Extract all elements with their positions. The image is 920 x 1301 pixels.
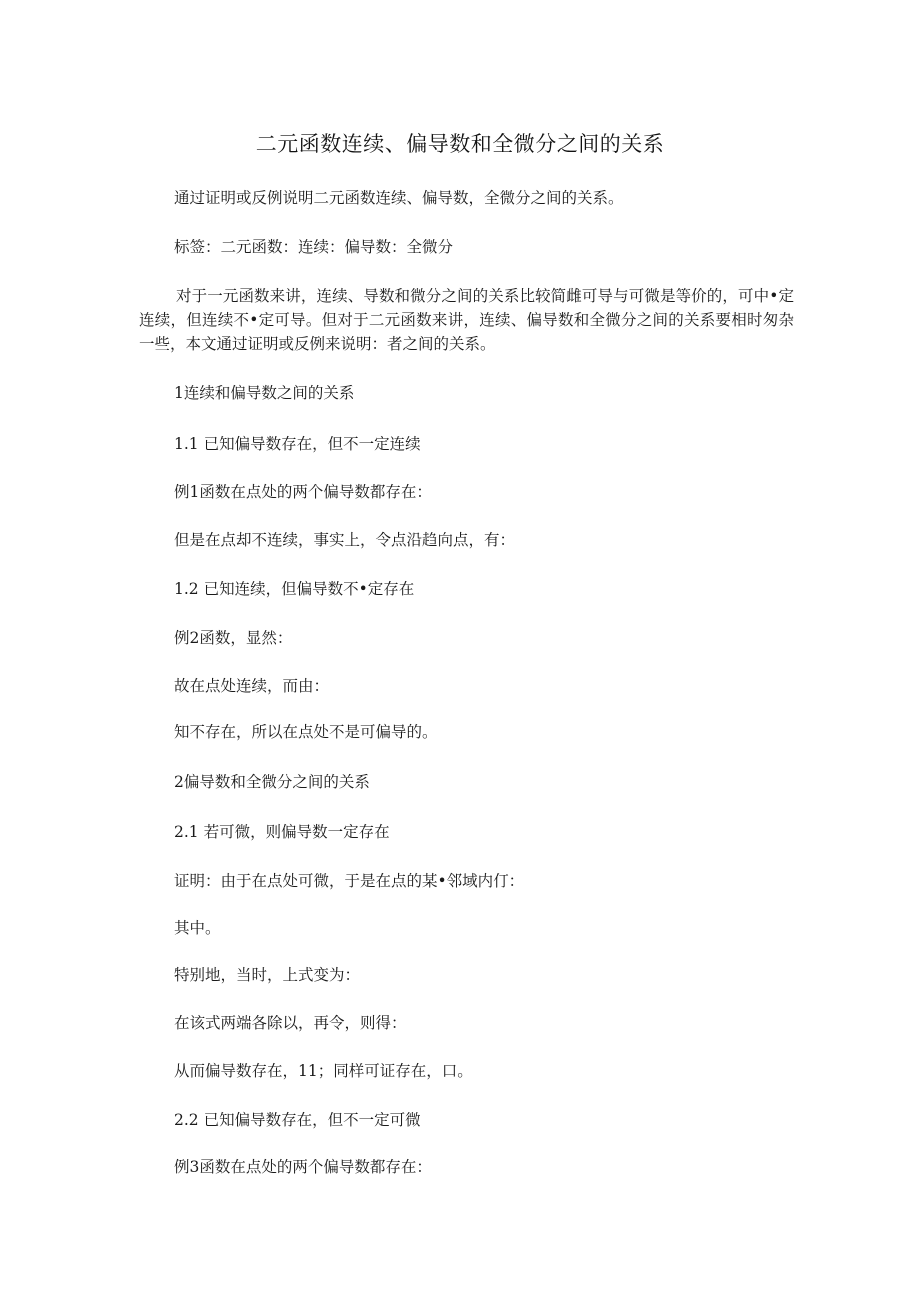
body-line: 从而偏导数存在，11；同样可证存在，口。	[174, 1062, 473, 1080]
body-line: 例2函数，显然：	[174, 629, 293, 647]
body-line: 故在点处连续，而由：	[174, 677, 330, 695]
section-heading-2: 2偏导数和全微分之间的关系	[174, 773, 370, 791]
section-heading-1: 1连续和偏导数之间的关系	[174, 384, 355, 402]
body-line: 但是在点却不连续，事实上，令点沿趋向点，有：	[174, 531, 516, 549]
abstract-text: 通过证明或反例说明二元函数连续、偏导数，全微分之间的关系。	[174, 189, 624, 207]
body-line: 证明：由于在点处可微，于是在点的某•邻域内仃：	[174, 872, 525, 890]
intro-paragraph: 对于一元函数来讲，连续、导数和微分之间的关系比较简雌可导与可微是等价的，可中•定连续，但连续不•定可导。但对于二元函数来讲，连续、偏导数和全微分之间的关系要相时匆杂一些，本文通过证明或反例来说明：者之间的关系。	[139, 287, 794, 353]
subsection-heading-2-1: 2.1 若可微，则偏导数一定存在	[174, 823, 390, 841]
subsection-heading-1-2: 1.2 已知连续，但偏导数不•定存在	[174, 580, 415, 598]
subsection-heading-1-1: 1.1 已知偏导数存在，但不一定连续	[174, 435, 421, 453]
document-title: 二元函数连续、偏导数和全微分之间的关系	[255, 132, 665, 156]
body-line: 知不存在，所以在点处不是可偏导的。	[174, 723, 438, 741]
subsection-heading-2-2: 2.2 已知偏导数存在，但不一定可微	[174, 1111, 421, 1129]
body-line: 在该式两端各除以，再令，则得：	[174, 1014, 407, 1032]
keywords-text: 标签：二元函数：连续：偏导数：全微分	[174, 238, 454, 256]
body-line: 特别地，当时，上式变为：	[174, 966, 361, 984]
body-line: 例1函数在点处的两个偏导数都存在：	[174, 483, 432, 501]
body-line: 例3函数在点处的两个偏导数都存在：	[174, 1158, 432, 1176]
body-line: 其中。	[174, 919, 221, 937]
